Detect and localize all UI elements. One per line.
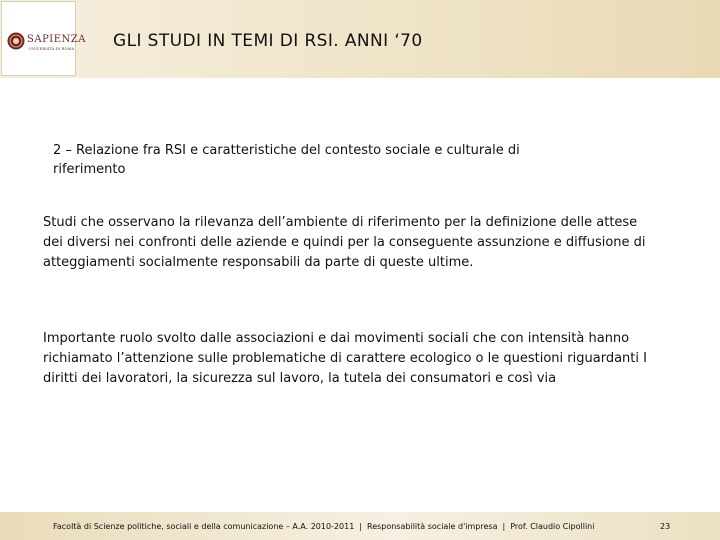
footer-professor: Prof. Claudio Cipollini: [510, 522, 595, 531]
footer-separator: |: [502, 522, 506, 531]
seal-icon: [7, 32, 25, 50]
header-band: [0, 0, 720, 78]
footer-course: Responsabilità sociale d'impresa: [367, 522, 498, 531]
footer-band: [0, 512, 720, 540]
footer-faculty: Facoltà di Scienze politiche, sociali e della comunicazione – A.A. 2010-2011: [53, 522, 355, 531]
paragraph-2: Importante ruolo svolto dalle associazioni e dai movimenti sociali che con intensità hanno richiamato l’attenzione sulle problematiche di carattere ecologico o le questioni riguardanti I diritti dei lavoratori, la sicurezza sul lavoro, la tutela dei consumatori e così via: [43, 331, 647, 386]
logo-subtext: UNIVERSITÀ DI ROMA: [29, 47, 75, 51]
section-subtitle: 2 – Relazione fra RSI e caratteristiche del contesto sociale e culturale di riferimento: [53, 143, 520, 177]
logo-wordmark: SAPIENZA: [27, 34, 86, 45]
footer-separator: |: [359, 522, 362, 531]
footer-text: [53, 522, 594, 531]
university-logo: [1, 1, 86, 76]
slide-title: GLI STUDI IN TEMI DI RSI. ANNI ‘70: [113, 31, 423, 51]
page-number: 23: [660, 522, 671, 531]
paragraph-1: Studi che osservano la rilevanza dell’ambiente di riferimento per la definizione delle attese dei diversi nei confronti delle aziende e quindi per la conseguente assunzione e diffusione di atteggiamenti socialmente responsabili da parte di queste ultime.: [43, 215, 646, 270]
